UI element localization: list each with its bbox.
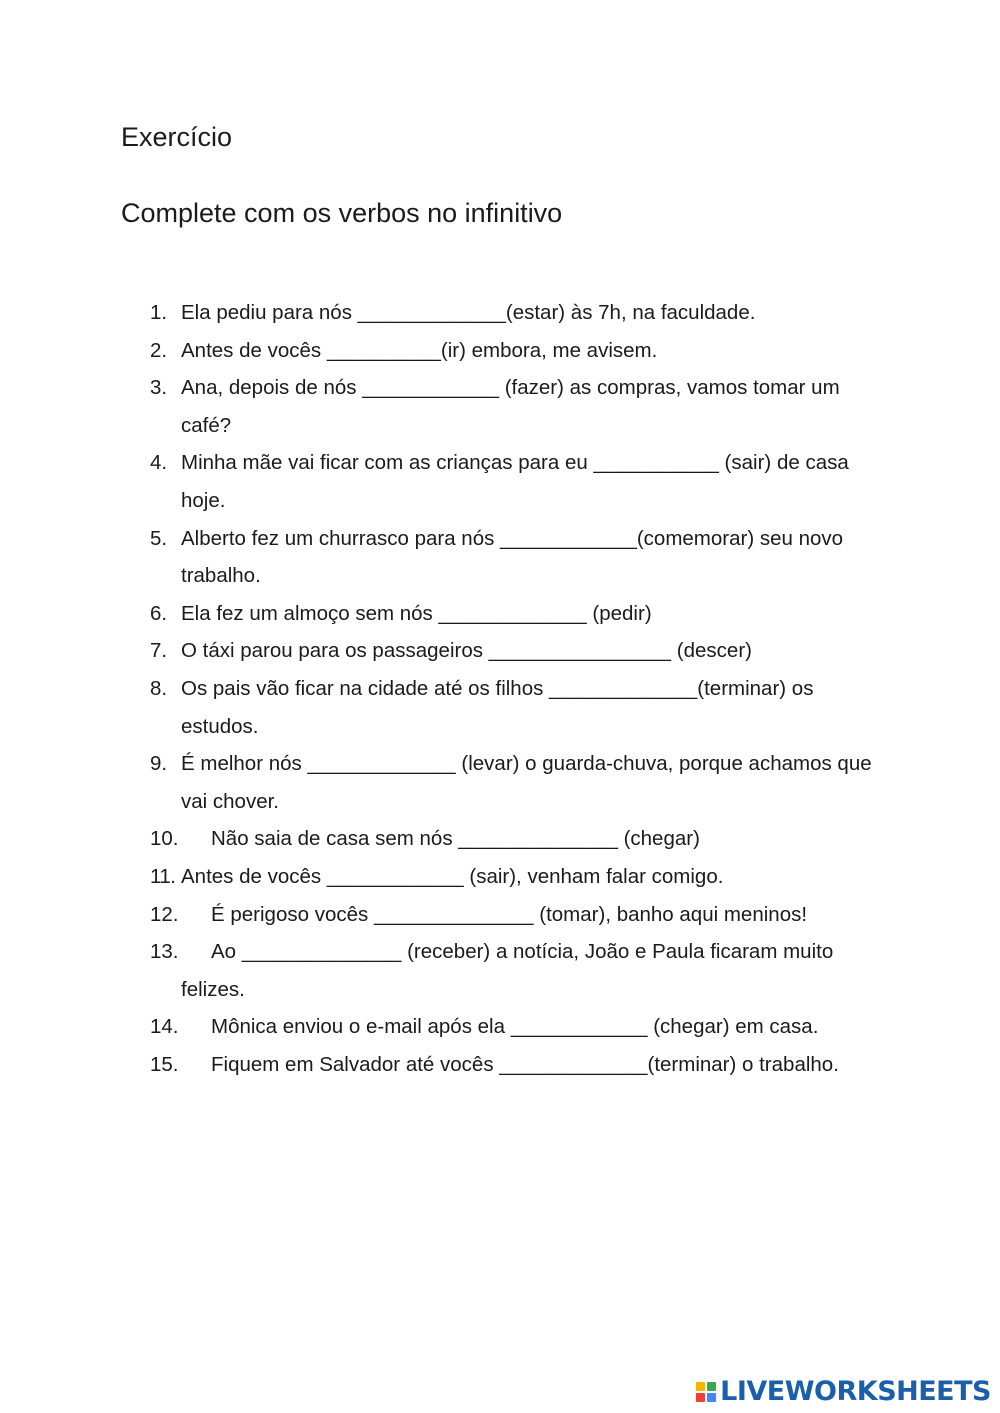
logo-blocks-icon (696, 1382, 716, 1402)
logo-block (696, 1393, 705, 1402)
exercise-sentence: É melhor nós _____________ (levar) o guarda-chuva, porque achamos que vai chover. (181, 752, 872, 813)
exercise-sentence: Não saia de casa sem nós ______________ (chegar) (211, 827, 700, 851)
exercise-number: 4. (150, 451, 168, 475)
exercise-item-15 (150, 1046, 890, 1084)
exercise-item-5 (150, 520, 890, 595)
exercise-number: 12. (150, 902, 179, 926)
exercise-number: 6. (150, 601, 168, 625)
exercise-sentence: Ela pediu para nós _____________(estar) às 7h, na faculdade. (181, 301, 756, 324)
exercise-item-14 (150, 1008, 890, 1046)
exercise-sentence: Ela fez um almoço sem nós _____________ (pedir) (181, 601, 652, 625)
exercise-number: 10. (150, 827, 179, 851)
exercise-number: 2. (150, 338, 168, 362)
exercise-sentence: Ao ______________ (receber) a notícia, João e Paula ficaram muito felizes. (181, 940, 834, 1001)
exercise-sentence: Antes de vocês __________(ir) embora, me avisem. (181, 338, 658, 362)
exercise-sentence: O táxi parou para os passageiros ________________ (descer) (181, 639, 752, 663)
page-title: Exercício (121, 122, 233, 152)
exercise-item-12 (150, 896, 890, 934)
exercise-item-9 (150, 745, 890, 820)
exercise-item-13 (150, 933, 890, 1008)
exercise-item-11 (150, 858, 890, 896)
exercise-number: 14. (150, 1015, 179, 1039)
exercise-sentence: Mônica enviou o e-mail após ela ____________ (chegar) em casa. (211, 1015, 819, 1039)
exercise-number: 15. (150, 1052, 179, 1076)
logo-text: LIVEWORKSHEETS (720, 1376, 991, 1407)
exercise-item-10 (150, 820, 890, 858)
exercise-list (150, 294, 890, 1083)
exercise-sentence: Minha mãe vai ficar com as crianças para eu ___________ (sair) de casa hoje. (181, 451, 849, 512)
exercise-number: 1. (150, 301, 168, 324)
exercise-number: 13. (150, 940, 179, 964)
exercise-item-8 (150, 670, 890, 745)
logo-block (707, 1382, 716, 1391)
exercise-number: 7. (150, 639, 168, 663)
exercise-sentence: Antes de vocês ____________ (sair), venham falar comigo. (181, 864, 724, 888)
exercise-sentence: É perigoso vocês ______________ (tomar), banho aqui meninos! (211, 902, 808, 926)
exercise-number: 8. (150, 676, 168, 700)
exercise-number: 11. (150, 864, 176, 888)
exercise-number: 3. (150, 376, 168, 400)
exercise-sentence: Alberto fez um churrasco para nós ____________(comemorar) seu novo trabalho. (181, 526, 844, 588)
page-subtitle: Complete com os verbos no infinitivo (121, 198, 563, 228)
exercise-item-2 (150, 332, 890, 370)
exercise-sentence: Fiquem em Salvador até vocês _____________(terminar) o trabalho. (211, 1052, 839, 1076)
exercise-item-7 (150, 632, 890, 670)
exercise-item-4 (150, 444, 890, 519)
exercise-sentence: Os pais vão ficar na cidade até os filhos _____________(terminar) os estudos. (181, 676, 814, 738)
exercise-item-6 (150, 595, 890, 633)
liveworksheets-logo (696, 1377, 991, 1407)
exercise-sentence: Ana, depois de nós ____________ (fazer) as compras, vamos tomar um café? (181, 376, 840, 437)
logo-block (707, 1393, 716, 1402)
exercise-item-1 (150, 294, 890, 332)
exercise-number: 9. (150, 752, 168, 776)
exercise-item-3 (150, 369, 890, 444)
exercise-number: 5. (150, 526, 168, 550)
logo-block (696, 1382, 705, 1391)
